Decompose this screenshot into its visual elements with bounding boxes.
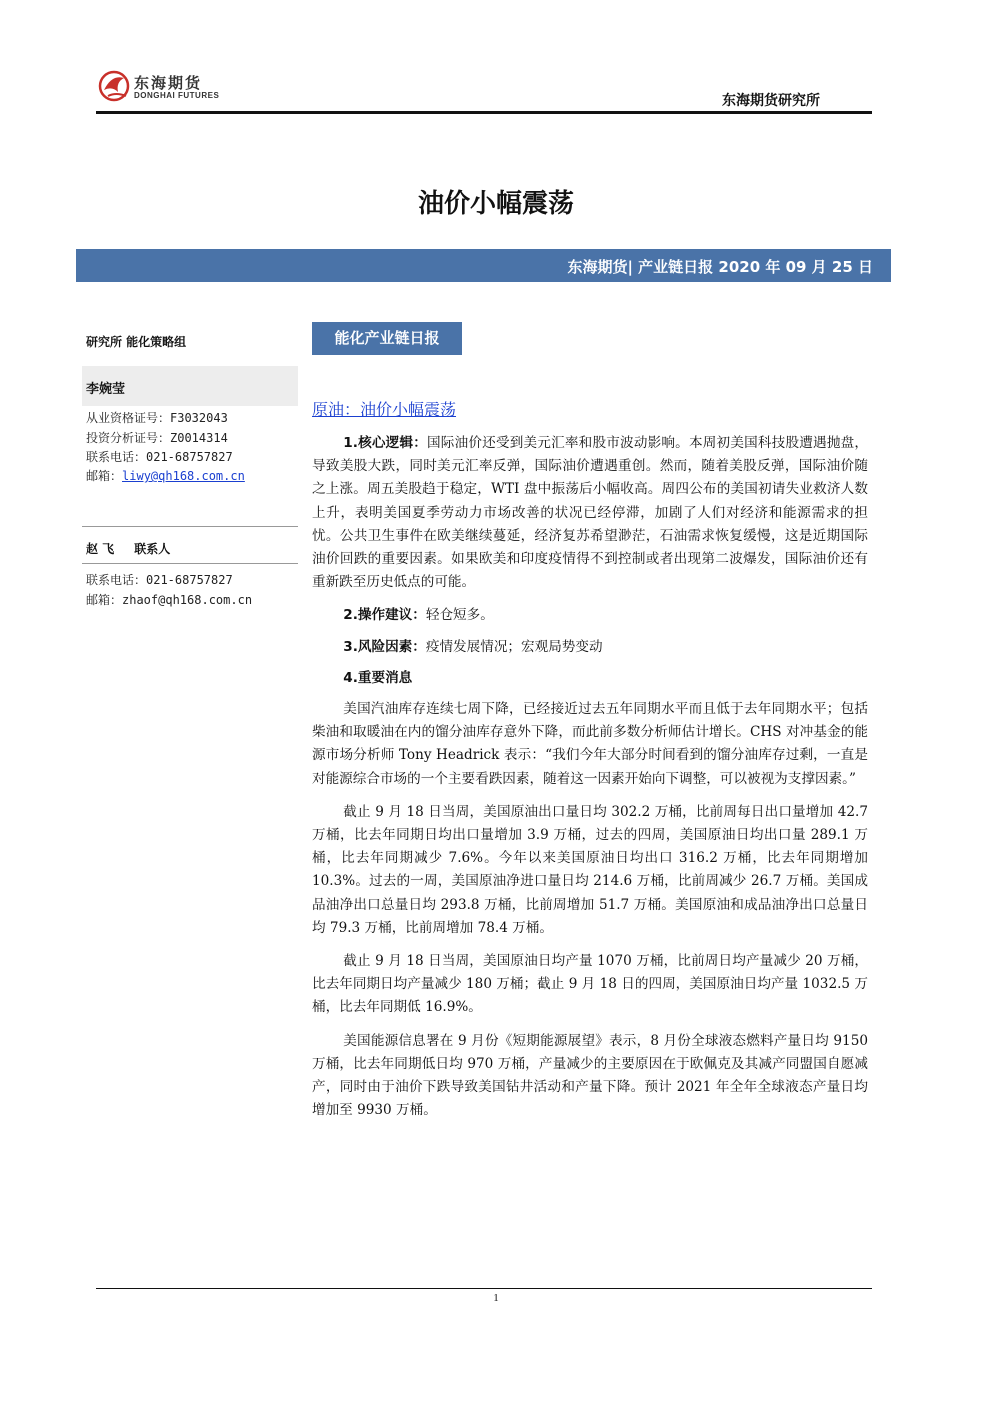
analyst1-email-label: 邮箱： [86, 469, 123, 483]
logo-text-en: DONGHAI FUTURES [134, 91, 220, 100]
sidebar-divider [82, 526, 298, 527]
report-body [312, 432, 868, 1132]
report-banner [76, 249, 891, 282]
institute-name: 东海期货研究所 [722, 93, 820, 109]
company-logo [98, 68, 228, 108]
analyst2-header [86, 540, 298, 557]
analyst2-role: 联系人 [134, 542, 171, 556]
paragraph-risk [312, 636, 868, 659]
team-name: 研究所 能化策略组 [86, 335, 187, 349]
risk-text: 疫情发展情况；宏观局势变动 [425, 638, 603, 655]
analyst1-name: 李婉莹 [86, 382, 126, 397]
logo-text-cn: 东海期货 [134, 74, 203, 92]
risk-label: 3.风险因素： [343, 638, 426, 655]
analyst1-email-row [86, 467, 245, 484]
paragraph-news-1: 美国汽油库存连续七周下降，已经接近过去五年同期水平而且低于去年同期水平；包括柴油和取暖油在内的馏分油库存意外下降，而此前多数分析师估计增长。CHS 对冲基金的能源市场分析师 Tony Headrick 表示：“我们今年大部分时间看到的馏分油库存过剩，一直是对能源综合市场的一个主要看跌因素，随着这一因素开始向下调整，可以被视为支撑因素。” [312, 701, 868, 787]
footer-rule [96, 1288, 872, 1289]
paragraph-news-4: 美国能源信息署在 9 月份《短期能源展望》表示，8 月份全球液态燃料产量日均 9150 万桶，比去年同期低日均 970 万桶，产量减少的主要原因在于欧佩克及其减产同盟国自愿减产，同时由于油价下跌导致美国钻井活动和产量下降。预计 2021 年全年全球液态产量日均增加至 9930 万桶。 [312, 1032, 868, 1119]
analyst2-name: 赵 飞 [86, 542, 115, 556]
paragraph-news-heading [312, 667, 868, 690]
paragraph-core-logic [312, 432, 868, 594]
analyst1-invest-cert: 投资分析证号：Z0014314 [86, 431, 228, 445]
analyst1-phone: 联系电话：021-68757827 [86, 450, 233, 464]
report-title: 油价小幅震荡 [417, 189, 574, 219]
sidebar-divider [82, 563, 298, 564]
analyst2-email: 邮箱：zhaof@qh168.com.cn [86, 593, 253, 607]
paragraph-news-3: 截止 9 月 18 日当周，美国原油日均产量 1070 万桶，比前周日均产量减少 20 万桶，比去年同期日均产量减少 180 万桶；截止 9 月 18 日的四周，美国原油日均产量 1032.5 万桶，比去年同期低 16.9%。 [312, 953, 868, 1016]
page-number: 1 [493, 1292, 499, 1304]
section-title-link[interactable]: 原油：油价小幅震荡 [312, 400, 457, 419]
core-logic-label: 1.核心逻辑： [343, 435, 428, 451]
header-rule [96, 111, 872, 114]
banner-text: 东海期货| 产业链日报 2020 年 09 月 25 日 [567, 258, 873, 276]
analyst1-email-link[interactable]: liwy@qh168.com.cn [122, 469, 245, 483]
paragraph-news-2: 截止 9 月 18 日当周，美国原油出口量日均 302.2 万桶，比前周每日出口量增加 42.7 万桶，比去年同期日均出口量增加 3.9 万桶，过去的四周，美国原油日均出口量 289.1 万桶，比去年同期减少 7.6%。今年以来美国原油日均出口 316.2 万桶，比去年同期增加 10.3%。过去的一周，美国原油净进口量日均 214.6 万桶，比前周减少 26.7 万桶。美国成品油净出口总量日均 293.8 万桶，比前周增加 51.7 万桶。美国原油和成品油净出口总量日均 79.3 万桶，比前周增加 78.4 万桶。 [312, 803, 868, 936]
paragraph-advice [312, 604, 868, 627]
logo-emblem-icon [98, 68, 132, 104]
analyst2-phone: 联系电话：021-68757827 [86, 573, 233, 587]
core-logic-text: 国际油价还受到美元汇率和股市波动影响。本周初美国科技股遭遇抛盘，导致美股大跌，同时美元汇率反弹，国际油价遭遇重创。然而，随着美股反弹，国际油价随之上涨。周五美股趋于稳定，WTI 盘中振荡后小幅收高。周四公布的美国初请失业救济人数上升，表明美国夏季劳动力市场改善的状况已经停滞，加剧了人们对经济和能源需求的担忧。公共卫生事件在欧美继续蔓延，经济复苏希望渺茫，石油需求恢复缓慢，这是近期国际油价回跌的重要因素。如果欧美和印度疫情得不到控制或者出现第二波爆发，国际油价还有重新跌至历史低点的可能。 [312, 435, 868, 591]
advice-label: 2.操作建议： [343, 607, 426, 624]
news-label: 4.重要消息 [343, 669, 413, 686]
report-category-tag: 能化产业链日报 [312, 322, 462, 355]
advice-text: 轻仓短多。 [425, 607, 494, 624]
analyst1-cert: 从业资格证号：F3032043 [86, 411, 228, 425]
